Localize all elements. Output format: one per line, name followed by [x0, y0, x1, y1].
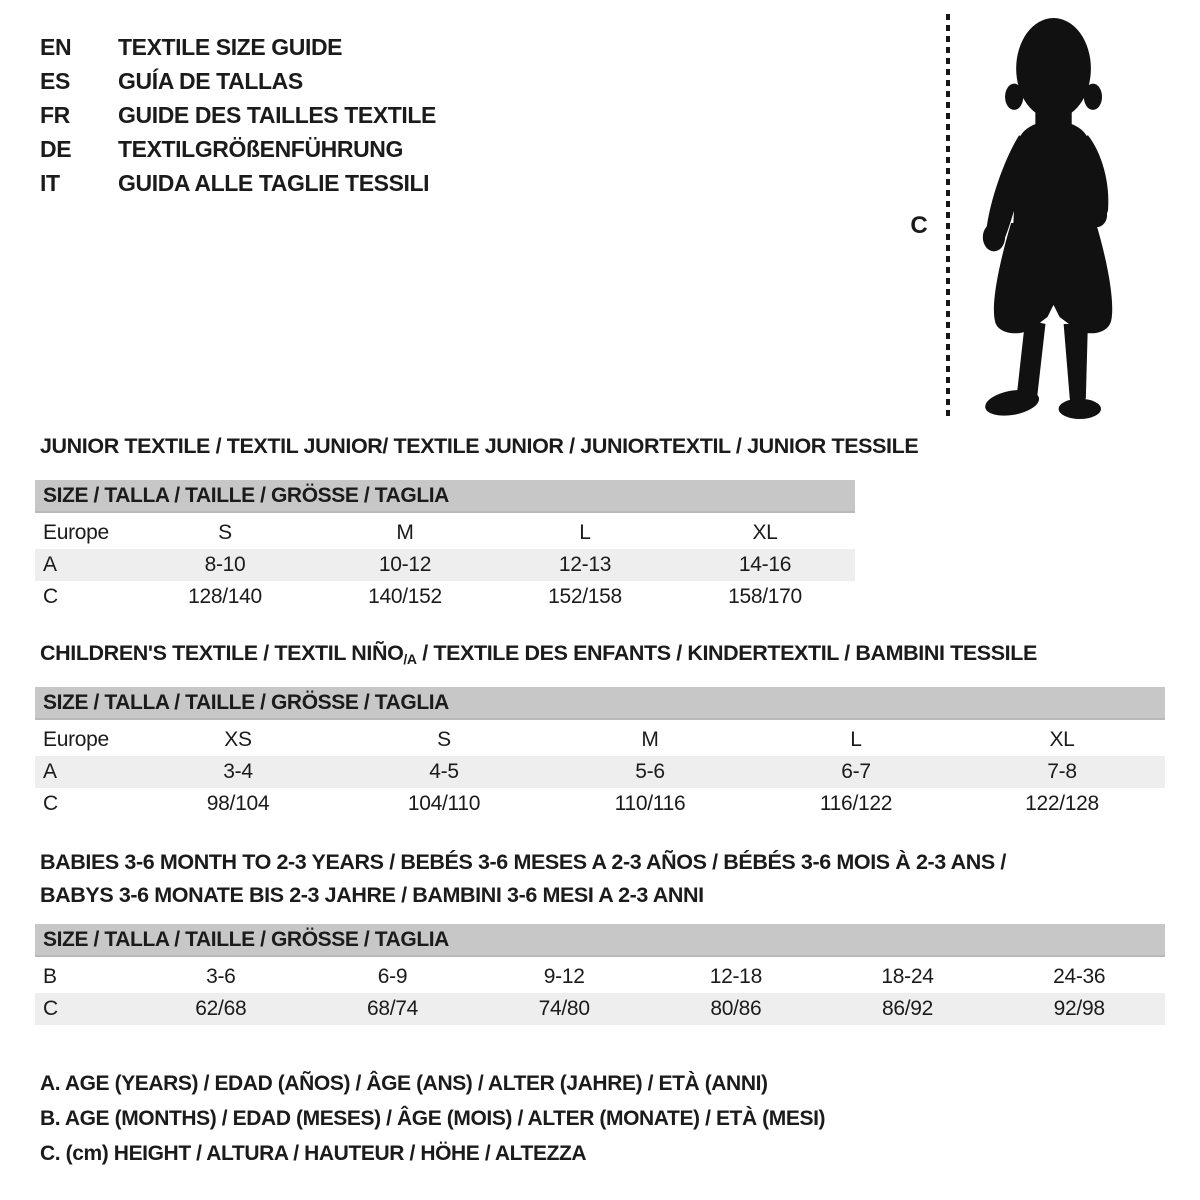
table-cell: S [218, 521, 232, 544]
table-cell: 158/170 [728, 585, 802, 608]
height-measure-line [946, 14, 950, 418]
table-cell: 116/122 [819, 792, 893, 815]
table-cell: 86/92 [881, 997, 934, 1020]
language-code: IT [40, 169, 60, 196]
table-cell: 5-6 [635, 760, 665, 783]
language-title: GUIDA ALLE TAGLIE TESSILI [118, 169, 430, 196]
row-label: Europe [43, 521, 109, 544]
table-cell: 3-4 [223, 760, 253, 783]
size-header-bar: SIZE / TALLA / TAILLE / GRÖSSE / TAGLIA [35, 687, 1165, 720]
table-row [35, 581, 855, 613]
table-row [35, 756, 1165, 788]
table-row [35, 788, 1165, 820]
table-cell: 104/110 [407, 792, 481, 815]
language-title-list [40, 30, 436, 200]
table-cell: L [579, 521, 591, 544]
title-subscript: /A [403, 651, 417, 667]
table-row [35, 517, 855, 549]
language-row-fr [40, 98, 436, 132]
table-cell: 152/158 [548, 585, 622, 608]
table-cell: 92/98 [1053, 997, 1105, 1020]
table-row [35, 549, 855, 581]
size-header-bar: SIZE / TALLA / TAILLE / GRÖSSE / TAGLIA [35, 480, 855, 513]
title-line-1: BABIES 3-6 MONTH TO 2-3 YEARS / BEBÉS 3-6 MESES A 2-3 AÑOS / BÉBÉS 3-6 MOIS À 2-3 ANS / [40, 850, 1006, 874]
table-cell: 122/128 [1025, 792, 1099, 815]
table-cell: M [641, 728, 659, 751]
row-label: B [43, 965, 57, 988]
table-cell: XL [1049, 728, 1075, 751]
table-row [35, 993, 1165, 1025]
size-header-bar: SIZE / TALLA / TAILLE / GRÖSSE / TAGLIA [35, 924, 1165, 957]
table-cell: 4-5 [429, 760, 459, 783]
table-cell: 98/104 [206, 792, 270, 815]
language-code: EN [40, 33, 72, 60]
table-cell: 62/68 [195, 997, 247, 1020]
language-row-it [40, 166, 436, 200]
row-label: Europe [43, 728, 109, 751]
table-cell: 18-24 [881, 965, 934, 988]
row-label: C [43, 585, 58, 608]
language-code: ES [40, 67, 70, 94]
language-code: DE [40, 135, 72, 162]
language-title: TEXTILGRÖßENFÜHRUNG [118, 135, 403, 162]
table-cell: M [396, 521, 414, 544]
language-title: GUÍA DE TALLAS [118, 67, 303, 94]
legend-line-a: A. AGE (YEARS) / EDAD (AÑOS) / ÂGE (ANS) / ALTER (JAHRE) / ETÀ (ANNI) [40, 1072, 768, 1095]
legend [40, 1066, 825, 1171]
table-cell: 74/80 [538, 997, 590, 1020]
language-title: GUIDE DES TAILLES TEXTILE [118, 101, 436, 128]
section-title-children [40, 641, 1037, 667]
language-row-en [40, 30, 436, 64]
table-cell: 6-7 [841, 760, 871, 783]
table-row [35, 961, 1165, 993]
table-cell: 7-8 [1047, 760, 1077, 783]
table-cell: 12-13 [558, 553, 612, 576]
table-cell: 8-10 [204, 553, 246, 576]
table-cell: 80/86 [710, 997, 762, 1020]
table-cell: 3-6 [206, 965, 236, 988]
row-label: C [43, 792, 58, 815]
table-cell: XL [752, 521, 778, 544]
table-cell: S [437, 728, 451, 751]
table-cell: 6-9 [377, 965, 408, 988]
row-label: C [43, 997, 58, 1020]
table-cell: 10-12 [378, 553, 432, 576]
language-title: TEXTILE SIZE GUIDE [118, 33, 343, 60]
language-code: FR [40, 101, 70, 128]
title-part: / TEXTILE DES ENFANTS / KINDERTEXTIL / BAMBINI TESSILE [416, 641, 1037, 665]
table-row [35, 724, 1165, 756]
legend-line-c: C. (cm) HEIGHT / ALTURA / HAUTEUR / HÖHE / ALTEZZA [40, 1142, 587, 1165]
table-cell: 9-12 [543, 965, 585, 988]
table-cell: 12-18 [709, 965, 762, 988]
section-title-babies [40, 846, 1006, 912]
height-measure-label: C [910, 212, 928, 239]
section-title-junior: JUNIOR TEXTILE / TEXTIL JUNIOR/ TEXTILE JUNIOR / JUNIORTEXTIL / JUNIOR TESSILE [40, 434, 919, 458]
table-cell: 110/116 [614, 792, 686, 815]
table-cell: 14-16 [738, 553, 792, 576]
table-cell: 24-36 [1053, 965, 1106, 988]
language-row-es [40, 64, 436, 98]
table-cell: 140/152 [368, 585, 442, 608]
babies-table [35, 924, 1165, 1025]
title-part: CHILDREN'S TEXTILE / TEXTIL NIÑO [40, 641, 404, 665]
language-row-de [40, 132, 436, 166]
toddler-silhouette-icon [965, 16, 1135, 420]
title-line-2: BABYS 3-6 MONATE BIS 2-3 JAHRE / BAMBINI 3-6 MESI A 2-3 ANNI [40, 883, 704, 907]
legend-line-b: B. AGE (MONTHS) / EDAD (MESES) / ÂGE (MOIS) / ALTER (MONATE) / ETÀ (MESI) [40, 1107, 826, 1130]
row-label: A [43, 553, 57, 576]
table-cell: 128/140 [188, 585, 262, 608]
row-label: A [43, 760, 57, 783]
children-table [35, 687, 1165, 820]
table-cell: XS [224, 728, 252, 751]
junior-table [35, 480, 855, 613]
table-cell: L [850, 728, 862, 751]
table-cell: 68/74 [366, 997, 419, 1020]
